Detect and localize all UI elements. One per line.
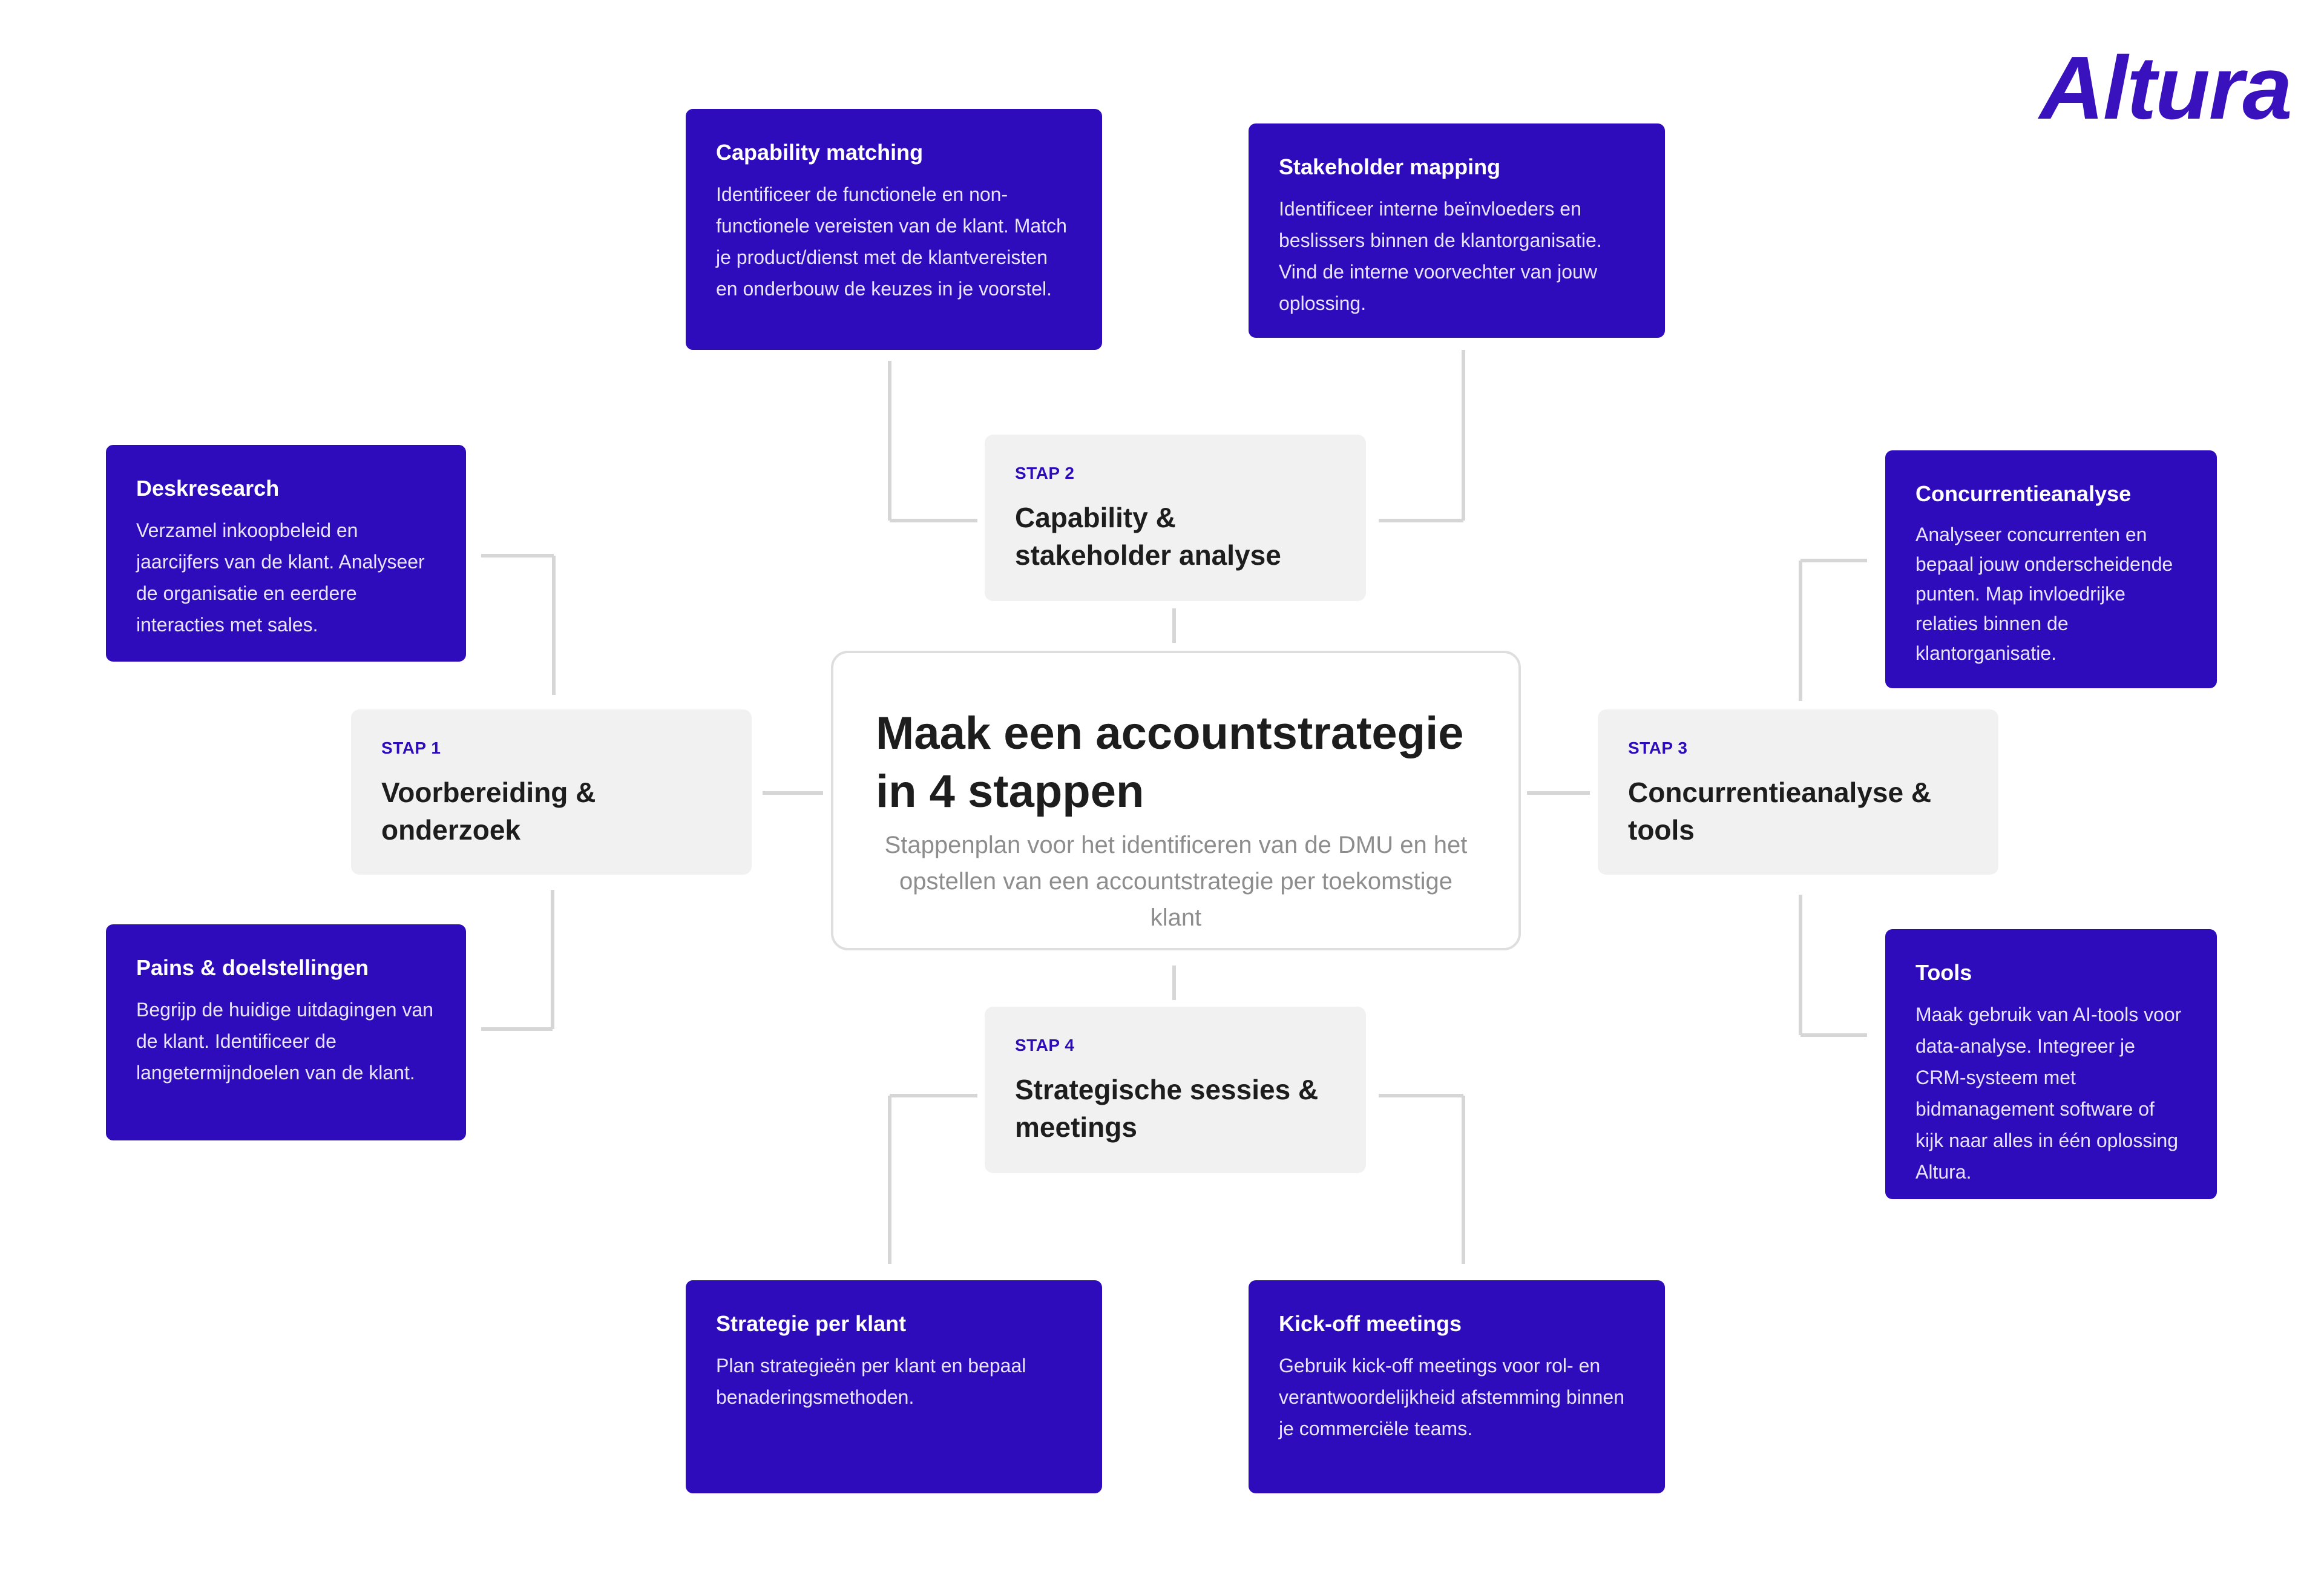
card-tools-title: Tools [1915,960,1972,985]
step-3-label: STAP 3 [1628,738,1688,757]
step-3-box [1598,709,1998,875]
card-concurrentie-title: Concurrentieanalyse [1915,481,2132,506]
step-2-label: STAP 2 [1015,464,1075,482]
step-1-label: STAP 1 [381,738,441,757]
card-deskresearch-title: Deskresearch [136,476,280,501]
card-capability [686,109,1102,350]
card-stakeholder [1249,123,1665,338]
card-pains [106,924,466,1140]
card-tools-text: Maak gebruik van AI-tools voor data-analyse. Integreer je CRM-systeem met bidmanagement software of kijk naar alles in één oplossing Altura. [1915,1004,2182,1183]
step-2-box [985,435,1366,601]
card-capability-title: Capability matching [716,140,924,165]
card-capability-text: Identificeer de functionele en non-functionele vereisten van de klant. Match je product/dienst met de klantvereisten en onderbouw de keuzes in je voorstel. [716,183,1067,300]
card-deskresearch [106,445,466,662]
step-1-box [351,709,752,875]
card-concurrentie [1885,450,2217,688]
card-stakeholder-text: Identificeer interne beïnvloeders en beslissers binnen de klantorganisatie. Vind de interne voorvechter van jouw oplossing. [1279,198,1602,315]
card-deskresearch-text: Verzamel inkoopbeleid en jaarcijfers van de klant. Analyseer de organisatie en eerdere interacties met sales. [136,519,425,636]
step-1-title: Voorbereiding & onderzoek [381,777,596,846]
card-tools [1885,929,2217,1199]
card-pains-title: Pains & doelstellingen [136,955,369,980]
main-subtitle: Stappenplan voor het identificeren van de DMU en het opstellen van een accountstrategie per toekomstige klant [884,832,1468,931]
card-concurrentie-text: Analyseer concurrenten en bepaal jouw onderscheidende punten. Map invloedrijke relaties binnen de klantorganisatie. [1915,524,2173,665]
card-strategie-title: Strategie per klant [716,1311,907,1336]
card-strategie-text: Plan strategieën per klant en bepaal benaderingsmethoden. [716,1355,1026,1409]
step-4-title: Strategische sessies & meetings [1015,1074,1319,1143]
main-title: Maak een accountstrategie in 4 stappen [876,708,1464,817]
step-4-box [985,1007,1366,1173]
card-strategie [686,1280,1102,1493]
step-2-title: Capability & stakeholder analyse [1015,502,1281,571]
center-title-box [831,651,1521,950]
step-4-label: STAP 4 [1015,1036,1075,1054]
card-kickoff-title: Kick-off meetings [1279,1311,1462,1336]
card-kickoff-text: Gebruik kick-off meetings voor rol- en verantwoordelijkheid afstemming binnen je commerciële teams. [1279,1355,1624,1440]
card-stakeholder-title: Stakeholder mapping [1279,154,1501,179]
card-pains-text: Begrijp de huidige uitdagingen van de klant. Identificeer de langetermijndoelen van de klant. [136,999,434,1084]
step-3-title: Concurrentieanalyse & tools [1628,777,1932,846]
card-kickoff [1249,1280,1665,1493]
altura-logo: Altura [2040,38,2291,138]
